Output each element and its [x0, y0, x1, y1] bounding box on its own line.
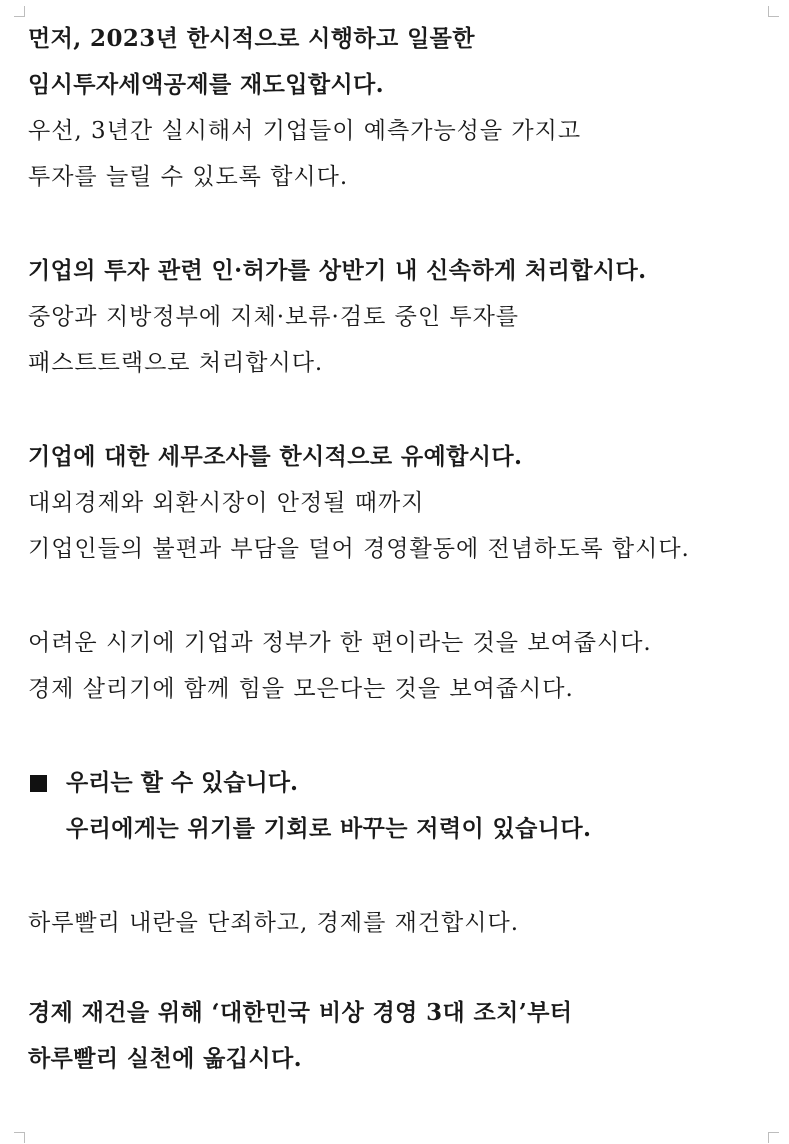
paragraph-line: 하루빨리 실천에 옮깁시다. — [28, 1045, 303, 1072]
paragraph-line: 대외경제와 외환시장이 안정될 때까지 — [28, 490, 425, 516]
crop-mark-bottom-right — [768, 1132, 779, 1143]
crop-mark-bottom-left — [14, 1132, 25, 1143]
paragraph-spacer — [28, 200, 780, 248]
paragraph-line: 중앙과 지방정부에 지체·보류·검토 중인 투자를 — [28, 304, 520, 330]
paragraph-spacer — [28, 852, 780, 900]
paragraph-line: 경제 살리기에 함께 힘을 모은다는 것을 보여줍시다. — [28, 676, 574, 702]
paragraph-line: 기업의 투자 관련 인·허가를 상반기 내 신속하게 처리합시다. — [28, 257, 647, 284]
paragraph-spacer — [28, 386, 780, 434]
heading-text: 우리는 할 수 있습니다. — [66, 769, 298, 796]
square-bullet-icon — [30, 775, 47, 792]
paragraph-spacer — [28, 712, 780, 760]
paragraph-line: 하루빨리 내란을 단죄하고, 경제를 재건합시다. — [28, 910, 520, 936]
paragraph-line: 어려운 시기에 기업과 정부가 한 편이라는 것을 보여줍시다. — [28, 630, 652, 656]
paragraph-line: 투자를 늘릴 수 있도록 합시다. — [28, 164, 349, 190]
paragraph-line: 기업인들의 불편과 부담을 덜어 경영활동에 전념하도록 합시다. — [28, 536, 690, 562]
paragraph-spacer — [28, 946, 780, 990]
paragraph-line: 임시투자세액공제를 재도입합시다. — [28, 71, 385, 98]
heading-line: 우리에게는 위기를 기회로 바꾸는 저력이 있습니다. — [66, 815, 592, 842]
paragraph-line: 패스트트랙으로 처리합시다. — [28, 350, 324, 376]
crop-mark-top-left — [14, 6, 25, 17]
paragraph-line: 우선, 3년간 실시해서 기업들이 예측가능성을 가지고 — [28, 118, 582, 144]
paragraph-spacer — [28, 572, 780, 620]
paragraph-line: 먼저, 2023년 한시적으로 시행하고 일몰한 — [28, 25, 475, 52]
heading-line — [28, 760, 780, 806]
paragraph-line: 경제 재건을 위해 ‘대한민국 비상 경영 3대 조치’부터 — [28, 999, 573, 1026]
paragraph-line: 기업에 대한 세무조사를 한시적으로 유예합시다. — [28, 443, 523, 470]
document-body — [28, 16, 780, 1082]
